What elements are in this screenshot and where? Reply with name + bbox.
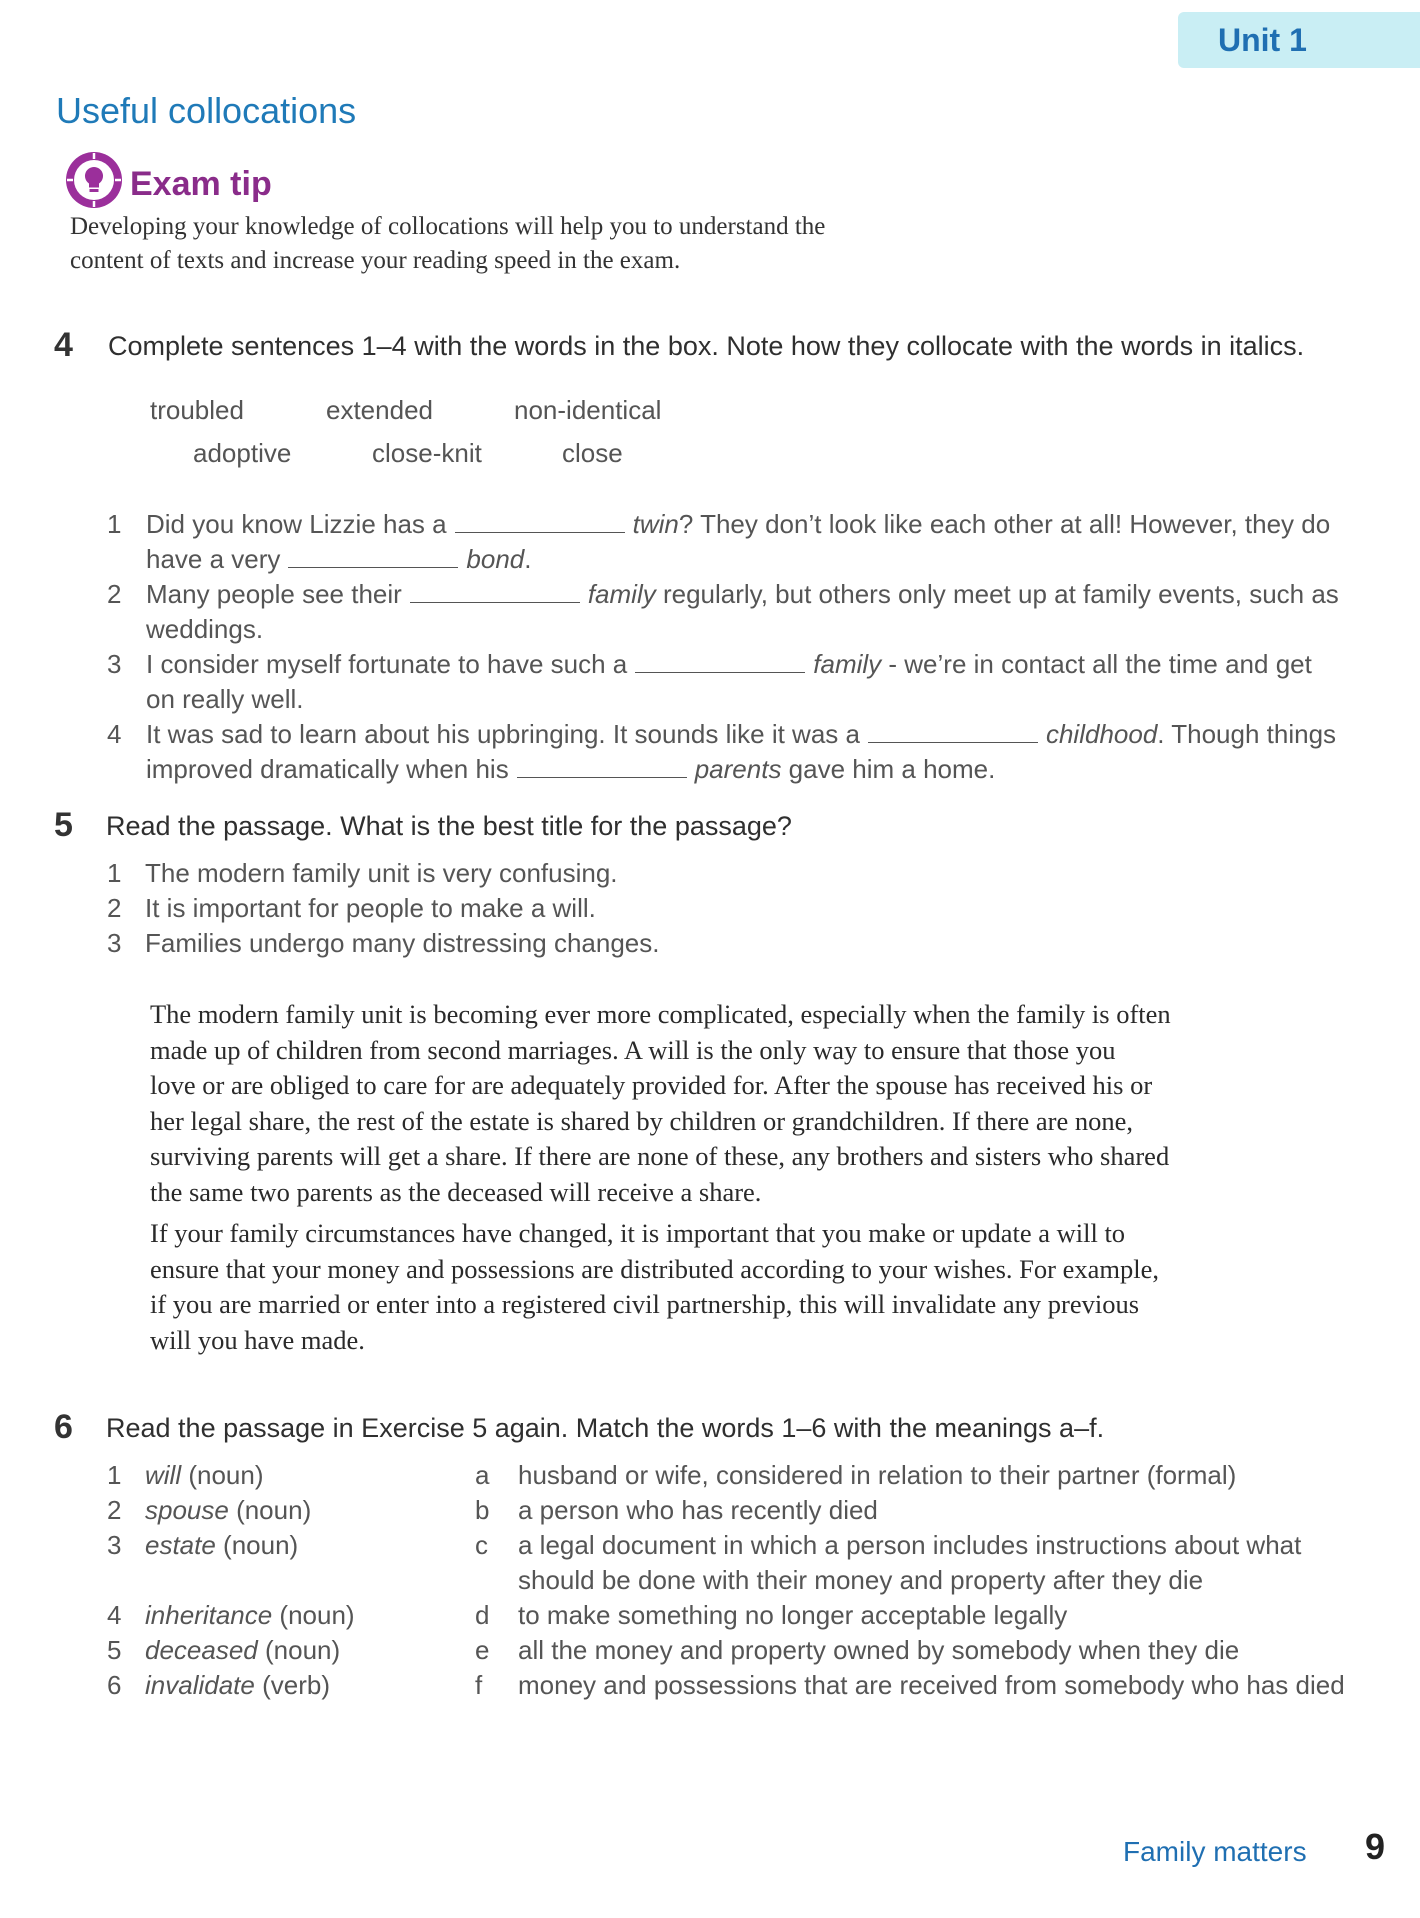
answer-blank[interactable] (635, 652, 805, 673)
exercise-5-number: 5 (54, 806, 73, 844)
sentence-2: 2 Many people see their family regularly, but others only meet up at family events, such as weddings. (107, 579, 1339, 644)
exercise-5-instruction: Read the passage. What is the best title for the passage? (106, 811, 792, 841)
option-3[interactable]: 3 Families undergo many distressing changes. (107, 928, 660, 958)
box-word: adoptive (193, 438, 292, 468)
option-1[interactable]: 1 The modern family unit is very confusing. (107, 858, 618, 888)
match-word-4: 4 inheritance (noun) (107, 1600, 355, 1630)
option-2[interactable]: 2 It is important for people to make a will. (107, 893, 596, 923)
sentence-3: 3 I consider myself fortunate to have such a family - we’re in contact all the time and get on really well. (107, 649, 1312, 714)
unit-tab (1178, 12, 1420, 68)
box-word: non-identical (514, 395, 662, 425)
exercise-4-number: 4 (54, 326, 73, 364)
match-meaning-b: b a person who has recently died (475, 1495, 878, 1525)
box-word: close (562, 438, 623, 468)
match-word-1: 1 will (noun) (107, 1460, 264, 1490)
match-word-3: 3 estate (noun) (107, 1530, 299, 1560)
answer-blank[interactable] (868, 722, 1038, 743)
match-meaning-d: d to make something no longer acceptable legally (475, 1600, 1068, 1630)
exercise-6-number: 6 (54, 1408, 73, 1446)
passage-paragraph-1: The modern family unit is becoming ever more complicated, especially when the family is often made up of children from second marriages. A will is the only way to ensure that those you love or are obliged to care for are adequately provided for. After the spouse has received his or her legal share, the rest of the estate is shared by children or grandchildren. If there are none, surviving parents will get a share. If there are none of these, any brothers and sisters who shared the same two parents as the deceased will receive a share. (150, 999, 1171, 1207)
unit-label: Unit 1 (1218, 22, 1307, 58)
match-meaning-c: c a legal document in which a person includes instructions about what should be done with their money and property after they die (475, 1530, 1302, 1595)
box-word: troubled (150, 395, 244, 425)
match-meaning-e: e all the money and property owned by somebody when they die (475, 1635, 1240, 1665)
box-word: extended (326, 395, 433, 425)
sentence-1: 1 Did you know Lizzie has a twin? They don’t look like each other at all! However, they do have a very bond. (107, 509, 1331, 574)
passage-paragraph-2: If your family circumstances have changed, it is important that you make or update a will to ensure that your money and possessions are distributed according to your wishes. For example, if you are married or enter into a registered civil partnership, this will invalidate any previous will you have made. (150, 1218, 1159, 1355)
answer-blank[interactable] (288, 547, 458, 568)
box-word: close-knit (372, 438, 482, 468)
answer-blank[interactable] (455, 512, 625, 533)
footer-title: Family matters (1123, 1836, 1307, 1867)
sentence-4: 4 It was sad to learn about his upbringing. It sounds like it was a childhood. Though things improved dramatically when his parents gave him a home. (107, 719, 1337, 784)
lightbulb-icon (64, 150, 124, 210)
answer-blank[interactable] (517, 757, 687, 778)
match-meaning-f: f money and possessions that are received from somebody who has died (475, 1670, 1345, 1700)
answer-blank[interactable] (410, 582, 580, 603)
page-number: 9 (1365, 1826, 1386, 1867)
exam-tip-text: Developing your knowledge of collocations will help you to understand the content of texts and increase your reading speed in the exam. (70, 213, 826, 274)
match-word-6: 6 invalidate (verb) (107, 1670, 330, 1700)
exercise-4-instruction: Complete sentences 1–4 with the words in the box. Note how they collocate with the words in italics. (108, 331, 1305, 361)
section-title: Useful collocations (56, 90, 357, 131)
exercise-6-instruction: Read the passage in Exercise 5 again. Match the words 1–6 with the meanings a–f. (106, 1413, 1105, 1443)
match-meaning-a: a husband or wife, considered in relation to their partner (formal) (475, 1460, 1237, 1490)
exam-tip-title: Exam tip (130, 165, 272, 203)
match-word-2: 2 spouse (noun) (107, 1495, 312, 1525)
match-word-5: 5 deceased (noun) (107, 1635, 341, 1665)
